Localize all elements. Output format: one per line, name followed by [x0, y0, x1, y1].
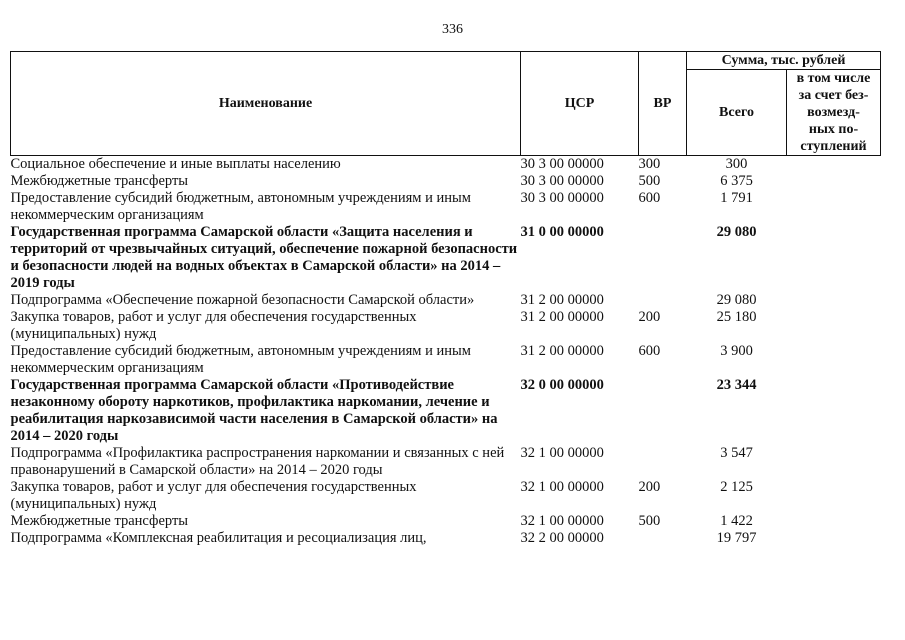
row-vr: 600 [638, 190, 661, 206]
header-including-line: в том числе [796, 71, 871, 86]
header-including-line: возмезд- [807, 105, 860, 120]
row-vr [639, 377, 687, 445]
row-csr: 32 1 00 00000 [520, 513, 604, 529]
row-name: Государственная программа Самарской области «Защита населения и территорий от чрезвычайных ситуаций, обеспечение пожарной безопасности и безопасности людей на водных объектах в Самарской области» на 2014 – 2019 годы [10, 224, 518, 291]
row-total: 1 422 [720, 513, 753, 529]
row-including [787, 173, 881, 190]
row-including [787, 530, 881, 547]
row-including [787, 292, 881, 309]
row-vr: 200 [638, 479, 661, 495]
row-csr: 31 0 00 00000 [520, 224, 604, 240]
row-total: 3 547 [720, 445, 753, 461]
row-name: Подпрограмма «Обеспечение пожарной безопасности Самарской области» [10, 292, 475, 308]
table-body [11, 156, 881, 548]
row-name: Государственная программа Самарской области «Противодействие незаконному обороту наркотиков, профилактика наркомании, лечение и реабилитация наркозависимой части населения в Самарской области» на 2014 – 2020 годы [10, 377, 498, 444]
row-including [787, 224, 881, 292]
row-vr: 300 [638, 156, 661, 172]
row-total: 25 180 [716, 309, 757, 325]
row-total: 29 080 [716, 224, 757, 240]
table-row [11, 309, 881, 343]
row-vr [639, 530, 687, 547]
header-vr: ВР [639, 52, 687, 156]
row-including [787, 343, 881, 377]
table-row [11, 190, 881, 224]
row-csr: 31 2 00 00000 [520, 309, 604, 325]
row-name: Межбюджетные трансферты [10, 173, 189, 189]
row-total: 23 344 [716, 377, 757, 393]
row-name: Подпрограмма «Комплексная реабилитация и ресоциализация лиц, [10, 530, 427, 546]
row-total: 3 900 [720, 343, 753, 359]
table-row [11, 445, 881, 479]
row-total: 2 125 [720, 479, 753, 495]
row-vr [639, 445, 687, 479]
row-csr: 31 2 00 00000 [520, 343, 604, 359]
row-including [787, 513, 881, 530]
row-total: 6 375 [720, 173, 753, 189]
row-csr: 32 0 00 00000 [520, 377, 604, 393]
row-including [787, 309, 881, 343]
row-name: Закупка товаров, работ и услуг для обеспечения государственных (муниципальных) нужд [10, 309, 417, 342]
row-csr: 30 3 00 00000 [520, 173, 604, 189]
header-including [787, 70, 881, 156]
row-total: 300 [725, 156, 748, 172]
row-name: Подпрограмма «Профилактика распространения наркомании и связанных с ней правонарушений в Самарской области» на 2014 – 2020 годы [10, 445, 505, 478]
row-total: 1 791 [720, 190, 753, 206]
row-name: Предоставление субсидий бюджетным, автономным учреждениям и иным некоммерческим организациям [10, 343, 471, 376]
row-csr: 32 1 00 00000 [520, 445, 604, 461]
row-including [787, 156, 881, 174]
header-including-line: за счет без- [798, 88, 869, 103]
header-including-line: ных по- [808, 122, 859, 137]
row-csr: 32 2 00 00000 [520, 530, 604, 546]
table-row [11, 377, 881, 445]
row-including [787, 377, 881, 445]
table-row [11, 513, 881, 530]
budget-table [10, 51, 881, 547]
table-row [11, 156, 881, 174]
table-header [11, 52, 881, 156]
row-including [787, 445, 881, 479]
row-including [787, 479, 881, 513]
row-vr [639, 224, 687, 292]
page-number: 336 [442, 22, 463, 37]
header-including-line: ступлений [800, 139, 867, 154]
row-name: Закупка товаров, работ и услуг для обеспечения государственных (муниципальных) нужд [10, 479, 417, 512]
row-csr: 30 3 00 00000 [520, 156, 604, 172]
table-row [11, 343, 881, 377]
row-vr: 600 [638, 343, 661, 359]
table-row [11, 292, 881, 309]
row-csr: 32 1 00 00000 [520, 479, 604, 495]
row-total: 19 797 [716, 530, 757, 546]
row-name: Предоставление субсидий бюджетным, автономным учреждениям и иным некоммерческим организациям [10, 190, 471, 223]
table-row [11, 173, 881, 190]
header-name: Наименование [11, 52, 521, 156]
header-sum: Сумма, тыс. рублей [687, 52, 881, 70]
row-including [787, 190, 881, 224]
row-vr: 500 [638, 513, 661, 529]
row-csr: 30 3 00 00000 [520, 190, 604, 206]
row-vr: 200 [638, 309, 661, 325]
row-vr [639, 292, 687, 309]
table-row [11, 530, 881, 547]
row-total: 29 080 [716, 292, 757, 308]
row-name: Межбюджетные трансферты [10, 513, 189, 529]
row-csr: 31 2 00 00000 [520, 292, 604, 308]
header-total: Всего [687, 70, 787, 156]
table-row [11, 224, 881, 292]
row-vr: 500 [638, 173, 661, 189]
table-row [11, 479, 881, 513]
header-csr: ЦСР [521, 52, 639, 156]
row-name: Социальное обеспечение и иные выплаты населению [10, 156, 341, 172]
